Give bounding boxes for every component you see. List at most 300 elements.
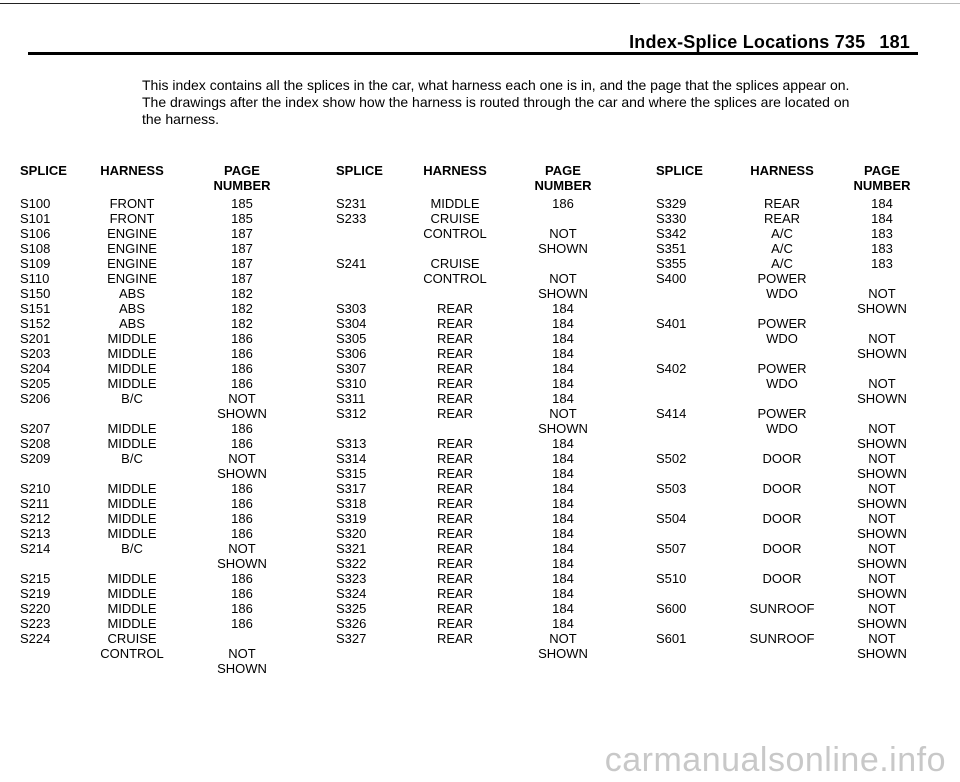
splice-id: S109 [20,256,51,271]
page-ref: 184 [552,481,574,496]
table-row [20,631,280,646]
page-ref: 184 [552,346,574,361]
harness-name: CRUISE [430,211,480,226]
splice-id: S504 [656,511,687,526]
table-row [336,406,606,421]
page-ref: 186 [231,601,253,616]
table-row [336,316,606,331]
page-ref: SHOWN [857,301,907,316]
table-row [20,541,280,556]
column-header-splice: SPLICE [656,163,703,178]
splice-id: S325 [336,601,367,616]
page-ref: NOT [549,631,577,646]
splice-id: S212 [20,511,51,526]
header-rule [28,52,918,55]
table-row [656,316,920,331]
splice-id: S314 [336,451,367,466]
harness-name: WDO [766,421,798,436]
splice-id: S220 [20,601,51,616]
harness-name: ENGINE [107,256,157,271]
table-row [336,571,606,586]
page-ref: 186 [231,436,253,451]
harness-name: DOOR [762,481,802,496]
harness-name: ABS [118,301,145,316]
harness-name: REAR [436,496,474,511]
splice-id: S201 [20,331,51,346]
page-ref: 183 [871,256,893,271]
page-ref: SHOWN [857,526,907,541]
harness-name: MIDDLE [107,571,157,586]
harness-name: POWER [757,406,807,421]
table-row [336,226,606,241]
splice-id: S306 [336,346,367,361]
page-ref: 186 [231,346,253,361]
splice-id: S315 [336,466,367,481]
column-header-harness: HARNESS [100,163,164,178]
splice-id: S324 [336,586,367,601]
page-ref: NOT [228,391,256,406]
harness-name: ENGINE [107,226,157,241]
column-header-splice: SPLICE [20,163,67,178]
splice-id: S211 [20,496,50,511]
page-ref: NOT [868,511,896,526]
page-ref: SHOWN [857,586,907,601]
page-ref: 186 [231,376,253,391]
splice-id: S400 [656,271,687,286]
page-ref: SHOWN [857,436,907,451]
page-ref: SHOWN [857,496,907,511]
page-ref: 184 [552,541,574,556]
table-row [20,601,280,616]
page-ref: 186 [231,616,253,631]
table-row [656,496,920,511]
table-row [20,301,280,316]
page-ref: 184 [552,526,574,541]
table-row [20,346,280,361]
splice-id: S231 [336,196,367,211]
splice-id: S327 [336,631,367,646]
splice-id: S224 [20,631,51,646]
harness-name: REAR [763,211,801,226]
page-ref: NOT [549,226,577,241]
harness-name: MIDDLE [107,496,157,511]
splice-id: S108 [20,241,51,256]
harness-name: ABS [118,316,145,331]
splice-id: S307 [336,361,367,376]
table-row [20,436,280,451]
page-ref: 184 [552,616,574,631]
page-ref: 184 [552,391,574,406]
splice-id: S323 [336,571,367,586]
table-row [656,631,920,646]
table-row [336,466,606,481]
top-edge-line [0,3,640,4]
page-ref: 184 [552,511,574,526]
harness-name: REAR [436,601,474,616]
table-row [656,391,920,406]
harness-name: MIDDLE [107,601,157,616]
harness-name: REAR [436,316,474,331]
splice-id: S152 [20,316,51,331]
table-row [336,631,606,646]
page-ref: 186 [231,571,253,586]
page-title: Index-Splice Locations 735 [629,32,866,52]
table-row [336,331,606,346]
table-row [336,451,606,466]
splice-id: S414 [656,406,687,421]
table-row [656,466,920,481]
table-row [656,196,920,211]
page-ref: 184 [552,556,574,571]
page-ref: 186 [552,196,574,211]
splice-id: S110 [20,271,50,286]
table-row [656,301,920,316]
table-row [336,391,606,406]
page-ref: NOT [868,631,896,646]
harness-name: MIDDLE [107,421,157,436]
table-row [656,346,920,361]
splice-id: S601 [656,631,687,646]
table-row [336,436,606,451]
harness-name: ENGINE [107,241,157,256]
harness-name: REAR [436,376,474,391]
page-ref: 184 [552,331,574,346]
harness-name: REAR [436,631,474,646]
column-header-harness: HARNESS [750,163,814,178]
harness-name: MIDDLE [107,376,157,391]
splice-id: S600 [656,601,687,616]
intro-paragraph: This index contains all the splices in the car, what harness each one is in, and the page that the splices appear on. The drawings after the index show how the harness is routed through the car and where the splices are located on the harness. [142,77,850,127]
table-row [656,646,920,661]
harness-name: FRONT [109,211,155,226]
page-ref: 184 [552,466,574,481]
table-row [336,271,606,286]
harness-name: ABS [118,286,145,301]
harness-name: DOOR [762,511,802,526]
table-row [20,421,280,436]
table-row [20,466,280,481]
splice-id: S319 [336,511,367,526]
harness-name: REAR [436,301,474,316]
page-ref: SHOWN [217,466,267,481]
column-header-splice: SPLICE [336,163,383,178]
harness-name: REAR [436,586,474,601]
harness-name: MIDDLE [107,481,157,496]
splice-id: S100 [20,196,51,211]
page-ref: NOT [228,451,256,466]
table-row [656,271,920,286]
table-row [656,331,920,346]
harness-name: B/C [121,391,143,406]
splice-id: S402 [656,361,687,376]
page-ref: SHOWN [538,646,588,661]
page-ref: 187 [231,241,253,256]
column-header-page-number: NUMBER [534,178,592,193]
column-header-page-number: NUMBER [853,178,911,193]
page-ref: SHOWN [857,391,907,406]
table-row [336,361,606,376]
harness-name: CONTROL [423,226,487,241]
table-row [336,511,606,526]
harness-name: A/C [771,226,793,241]
page-ref: 184 [552,436,574,451]
splice-id: S204 [20,361,51,376]
page-ref: SHOWN [538,421,588,436]
table-row [20,196,280,211]
page-ref: 184 [871,211,893,226]
table-row [656,361,920,376]
table-row [20,376,280,391]
page-ref: NOT [549,271,577,286]
splice-id: S208 [20,436,51,451]
harness-name: MIDDLE [107,586,157,601]
splice-id: S205 [20,376,51,391]
harness-name: CRUISE [107,631,157,646]
splice-id: S213 [20,526,51,541]
page-ref: 184 [552,376,574,391]
harness-name: REAR [436,391,474,406]
harness-name: DOOR [762,451,802,466]
page-ref: SHOWN [538,286,588,301]
splice-id: S241 [336,256,367,271]
splice-id: S305 [336,331,367,346]
splice-id: S312 [336,406,367,421]
page-ref: NOT [868,571,896,586]
table-row [20,496,280,511]
page-ref: 185 [231,196,253,211]
page-ref: 186 [231,481,253,496]
harness-name: REAR [436,541,474,556]
table-row [656,241,920,256]
splice-id: S320 [336,526,367,541]
table-row [656,586,920,601]
page-ref: 186 [231,496,253,511]
table-row [656,256,920,271]
splice-id: S209 [20,451,51,466]
page-ref: 186 [231,421,253,436]
table-row [20,391,280,406]
harness-name: FRONT [109,196,155,211]
harness-name: MIDDLE [107,526,157,541]
page-ref: 186 [231,526,253,541]
table-row [336,646,606,661]
table-row [656,556,920,571]
harness-name: REAR [436,466,474,481]
table-row [336,376,606,391]
splice-id: S150 [20,286,51,301]
page-ref: NOT [228,541,256,556]
page-ref: 184 [871,196,893,211]
table-row [20,211,280,226]
table-row [656,541,920,556]
harness-name: CONTROL [423,271,487,286]
splice-id: S330 [656,211,687,226]
splice-id: S318 [336,496,367,511]
column-header-page: PAGE [545,163,581,178]
table-row [656,226,920,241]
table-row [336,601,606,616]
page-ref: 183 [871,226,893,241]
page-ref: NOT [868,601,896,616]
harness-name: CONTROL [100,646,164,661]
table-row [20,241,280,256]
harness-name: REAR [436,406,474,421]
page-ref: NOT [868,451,896,466]
table-row [20,481,280,496]
table-row [20,616,280,631]
page-ref: 187 [231,271,253,286]
harness-name: WDO [766,376,798,391]
harness-name: REAR [436,526,474,541]
page-ref: NOT [868,286,896,301]
harness-name: POWER [757,316,807,331]
harness-name: SUNROOF [749,601,815,616]
page-ref: 183 [871,241,893,256]
table-row [20,586,280,601]
page-ref: NOT [868,376,896,391]
top-edge-line-faint [640,3,960,4]
table-row [656,451,920,466]
page-ref: 184 [552,496,574,511]
page-ref: NOT [868,541,896,556]
watermark: carmanualsonline.info [604,741,946,779]
page-ref: 185 [231,211,253,226]
page-ref: 187 [231,226,253,241]
page-ref: SHOWN [217,556,267,571]
splice-id: S101 [20,211,51,226]
harness-name: MIDDLE [107,436,157,451]
harness-name: WDO [766,331,798,346]
splice-id: S303 [336,301,367,316]
harness-name: REAR [436,451,474,466]
splice-id: S311 [336,391,366,406]
harness-name: MIDDLE [107,331,157,346]
harness-name: MIDDLE [430,196,480,211]
harness-name: DOOR [762,571,802,586]
page-header [629,32,910,53]
table-row [656,436,920,451]
harness-name: MIDDLE [107,616,157,631]
harness-name: B/C [121,541,143,556]
table-row [20,256,280,271]
table-row [336,526,606,541]
table-row [656,481,920,496]
harness-name: WDO [766,286,798,301]
column-header-page: PAGE [224,163,260,178]
splice-id: S326 [336,616,367,631]
table-row [656,211,920,226]
splice-id: S503 [656,481,687,496]
table-row [656,616,920,631]
column-header-page: PAGE [864,163,900,178]
page-ref: SHOWN [217,406,267,421]
page-ref: 186 [231,586,253,601]
splice-id: S233 [336,211,367,226]
splice-id: S313 [336,436,367,451]
splice-id: S206 [20,391,51,406]
harness-name: REAR [436,436,474,451]
table-row [656,421,920,436]
splice-id: S322 [336,556,367,571]
page-ref: 184 [552,451,574,466]
page-ref: SHOWN [857,556,907,571]
splice-id: S401 [656,316,687,331]
table-row [656,511,920,526]
harness-name: POWER [757,271,807,286]
page-ref: 182 [231,301,253,316]
table-row [336,211,606,226]
splice-id: S151 [20,301,51,316]
column-header-page-number: NUMBER [213,178,271,193]
table-row [656,601,920,616]
splice-id: S223 [20,616,51,631]
splice-id: S355 [656,256,687,271]
table-row [656,286,920,301]
table-row [20,406,280,421]
page-ref: 187 [231,256,253,271]
table-row [656,571,920,586]
table-row [20,526,280,541]
page-ref: 184 [552,361,574,376]
splice-id: S342 [656,226,687,241]
table-row [656,376,920,391]
splice-id: S203 [20,346,51,361]
harness-name: CRUISE [430,256,480,271]
harness-name: A/C [771,256,793,271]
page-ref: NOT [868,481,896,496]
table-row [20,556,280,571]
harness-name: MIDDLE [107,361,157,376]
harness-name: POWER [757,361,807,376]
page-number: 181 [879,32,910,52]
page-ref: SHOWN [217,661,267,676]
table-row [336,301,606,316]
page-ref: 184 [552,301,574,316]
splice-id: S304 [336,316,367,331]
harness-name: B/C [121,451,143,466]
page-ref: 186 [231,511,253,526]
table-row [336,541,606,556]
table-row [336,346,606,361]
column-header-harness: HARNESS [423,163,487,178]
splice-id: S310 [336,376,367,391]
harness-name: A/C [771,241,793,256]
splice-id: S507 [656,541,687,556]
harness-name: DOOR [762,541,802,556]
harness-name: REAR [436,511,474,526]
table-row [656,406,920,421]
page-ref: SHOWN [857,466,907,481]
table-row [20,316,280,331]
table-row [336,421,606,436]
page-ref: SHOWN [857,616,907,631]
harness-name: REAR [436,571,474,586]
table-row [336,286,606,301]
table-row [336,481,606,496]
splice-id: S207 [20,421,51,436]
splice-id: S106 [20,226,51,241]
page-ref: NOT [868,421,896,436]
page-ref: NOT [549,406,577,421]
harness-name: REAR [436,556,474,571]
page-ref: 184 [552,316,574,331]
splice-id: S351 [656,241,687,256]
table-row [336,556,606,571]
harness-name: REAR [436,481,474,496]
table-row [336,586,606,601]
harness-name: REAR [763,196,801,211]
harness-name: REAR [436,346,474,361]
